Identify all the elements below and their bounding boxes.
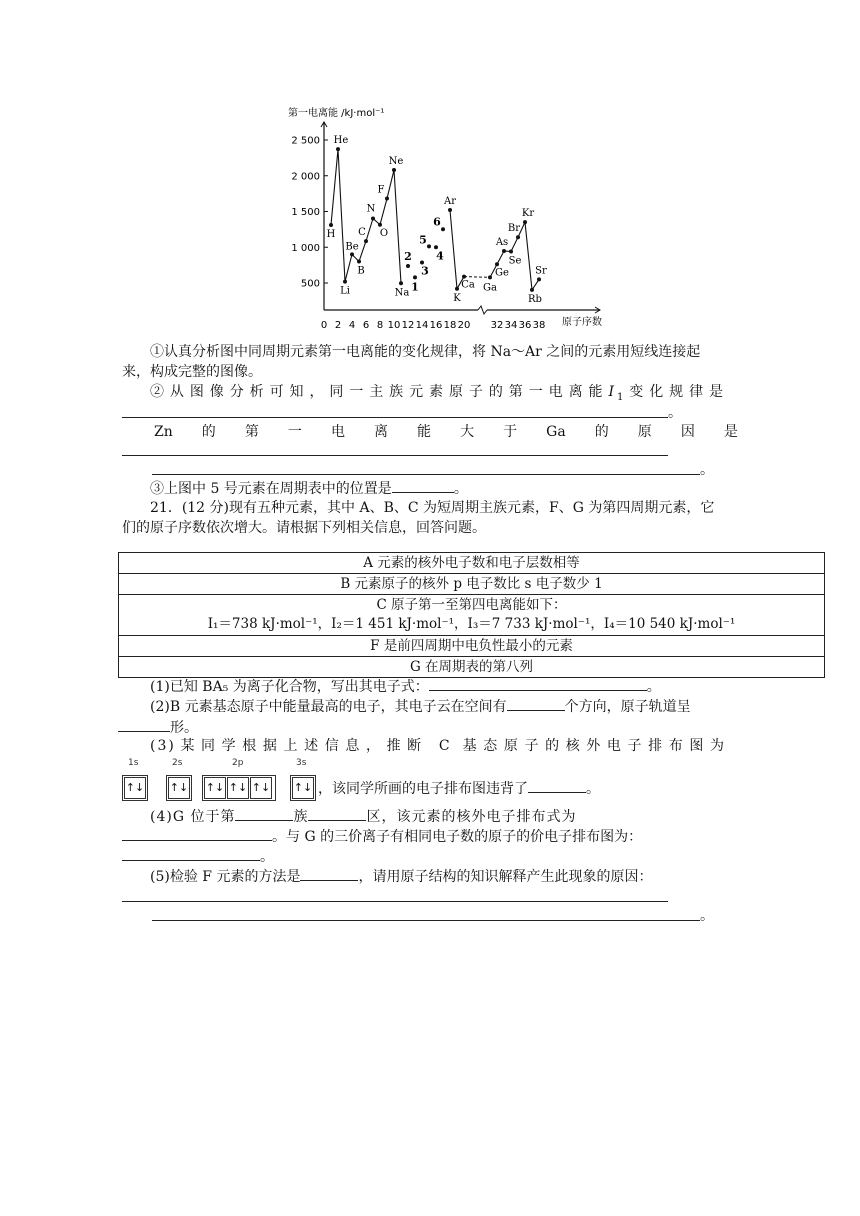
point-label: 6 (433, 215, 441, 229)
x-tick-label: 6 (362, 320, 370, 331)
x-tick-label: 2 (334, 320, 342, 331)
q21-part1-text: (1)已知 BA₅ 为离子化合物，写出其电子式： (150, 679, 429, 695)
table-row: F 是前四周期中电负性最小的元素 (119, 636, 825, 657)
data-point (502, 249, 506, 253)
point-label: Ga (483, 282, 497, 294)
y-tick-label: 2 000 (291, 171, 320, 183)
y-tick-label: 1 500 (291, 207, 320, 218)
x-tick-label: 10 (387, 320, 401, 331)
point-label: B (357, 265, 365, 277)
q21-intro-text: 21．(12 分)现有五种元素，其中 A、B、C 为短周期主族元素，F、G 为第四周期元素，它们的原子序数依次增大。请根据下列相关信息，回答问题。 (122, 500, 715, 536)
x-tick-label: 36 (518, 320, 532, 331)
data-point (509, 249, 513, 253)
q21-part4-line3 (122, 846, 726, 867)
x-axis-label: 原子序数 (562, 317, 602, 328)
data-point (523, 220, 527, 224)
data-point (378, 223, 382, 227)
x-tick-label: 12 (401, 320, 415, 331)
answer-blank[interactable] (122, 900, 668, 902)
table-cell-line: I₁＝738 kJ·mol⁻¹，I₂＝1 451 kJ·mol⁻¹，I₃＝7 733 kJ·mol⁻¹，I₄＝10 540 kJ·mol⁻¹ (207, 616, 736, 632)
data-point (371, 217, 375, 221)
data-point (343, 280, 347, 284)
word: 离 (373, 424, 388, 440)
period-mark: 。 (646, 679, 661, 695)
q21-part1 (122, 676, 726, 697)
word: 因 (680, 424, 695, 440)
data-point (350, 252, 354, 256)
orbital-label: 3s (296, 758, 307, 768)
word: 电 (330, 424, 345, 440)
q20-part3-text: ③上图中 5 号元素在周期表中的位置是 (150, 481, 392, 497)
table-row: A 元素的核外电子数和电子层数相等 (119, 553, 825, 574)
x-tick-label: 38 (532, 320, 546, 331)
point-label: Li (340, 285, 350, 297)
x-tick-label: 34 (504, 320, 518, 331)
point-label: Se (508, 255, 522, 267)
data-point (399, 281, 403, 285)
orbital-box: ↑↓ (292, 777, 314, 799)
x-tick-label: 14 (415, 320, 429, 331)
word: Zn (154, 424, 173, 440)
answer-blank[interactable] (300, 866, 358, 881)
point-label: Rb (528, 293, 542, 305)
answer-blank[interactable] (152, 473, 700, 475)
period-mark: 。 (586, 781, 600, 797)
point-label: N (366, 203, 376, 215)
q20-part3 (122, 478, 726, 499)
orbital-box: ↑↓ (124, 777, 146, 799)
answer-blank[interactable] (152, 919, 700, 921)
data-point (364, 239, 368, 243)
data-point (530, 288, 534, 292)
orbital-box: ↑↓ (227, 777, 249, 799)
orbital-label: 2s (172, 758, 183, 768)
point-label: Br (507, 223, 521, 235)
q21-part4 (122, 806, 726, 827)
word: 第 (244, 424, 259, 440)
q21-part5-text: ，请用原子结构的知识解释产生此现象的原因： (358, 869, 653, 885)
point-label: Kr (521, 208, 535, 220)
q20-zn-line (154, 422, 738, 442)
word: 一 (287, 424, 302, 440)
period-mark: 。 (700, 908, 714, 924)
point-label: K (453, 292, 461, 304)
x-tick-label: 8 (376, 320, 384, 331)
point-label: 5 (419, 233, 427, 247)
x-tick-label: 4 (348, 320, 356, 331)
data-point (462, 275, 466, 279)
point-label: 2 (404, 249, 412, 263)
data-point (329, 223, 333, 227)
q20-part2-suffix: 变化规律是 (626, 384, 727, 400)
q21-part4-text: 。与 G 的三价离子有相同电子数的原子的价电子排布图为： (272, 829, 643, 845)
point-label: 4 (436, 249, 444, 263)
x-tick-label: 32 (490, 320, 504, 331)
q21-part4-text: 族 (293, 809, 309, 825)
answer-blank[interactable] (235, 806, 293, 821)
data-point (455, 287, 459, 291)
point-label: Ge (495, 267, 509, 279)
answer-blank[interactable] (122, 846, 260, 861)
word: 的 (201, 424, 216, 440)
q21-part4-text: 区，该元素的核外电子排布式为 (366, 809, 577, 825)
table-cell-line: C 原子第一至第四电离能如下： (376, 597, 567, 613)
q20-part2 (122, 382, 726, 408)
q21-part4-text: (4)G 位于第 (150, 809, 236, 825)
x-axis-break (478, 306, 487, 314)
q21-part3-tail (318, 778, 600, 799)
point-label: Be (345, 241, 359, 253)
q20-part1-text: ①认真分析图中同周期元素第一电离能的变化规律，将 Na～Ar 之间的元素用短线连接起来，构成完整的图像。 (122, 344, 701, 380)
q21-part5-text: (5)检验 F 元素的方法是 (150, 869, 301, 885)
point-label: Ne (388, 155, 404, 167)
point-label: Na (394, 287, 410, 299)
data-point (385, 197, 389, 201)
orbital-box: ↑↓ (168, 777, 190, 799)
point-label: As (495, 237, 509, 249)
data-point (516, 235, 520, 239)
orbital-diagram (122, 756, 600, 802)
word: Ga (546, 424, 566, 440)
point-label: 3 (421, 264, 429, 278)
point-label: Ca (461, 279, 475, 291)
period-mark: 。 (668, 405, 682, 421)
word: 于 (503, 424, 518, 440)
q20-part1 (122, 342, 726, 382)
data-point (441, 227, 445, 231)
dashed-connector (464, 277, 490, 278)
orbital-box: ↑↓ (250, 777, 272, 799)
x-tick-label: 18 (443, 320, 457, 331)
data-point (413, 275, 417, 279)
orbital-label: 2p (232, 758, 244, 768)
q21-part5 (122, 866, 726, 887)
word: 原 (637, 424, 652, 440)
data-point (495, 262, 499, 266)
answer-blank[interactable] (429, 676, 647, 691)
q21-part3-text: ，该同学所画的电子排布图违背了 (318, 781, 528, 797)
orbital-box: ↑↓ (204, 777, 226, 799)
q21-part2-text: (2)B 元素基态原子中能量最高的电子，其电子云在空间有 (150, 699, 507, 715)
point-label: C (358, 227, 366, 239)
table-row (119, 595, 825, 636)
answer-blank[interactable] (118, 717, 170, 732)
data-point (537, 277, 541, 281)
series-line (331, 149, 401, 283)
y-tick-label: 500 (300, 278, 320, 290)
point-label: F (377, 184, 385, 196)
answer-blank[interactable] (392, 478, 454, 493)
y-tick-label: 1 000 (291, 242, 320, 254)
data-point (427, 244, 431, 248)
q21-part4-line2 (122, 826, 726, 847)
point-label: He (333, 135, 349, 147)
data-point (406, 264, 410, 268)
point-label: Ar (443, 195, 457, 207)
q21-part2 (122, 696, 726, 738)
answer-blank[interactable] (308, 806, 366, 821)
q20-part2-prefix: ②从图像分析可知，同一主族元素原子的第一电离能 (150, 384, 609, 400)
x-tick-label: 20 (457, 320, 471, 331)
answer-blank[interactable] (528, 778, 586, 793)
x-tick-label: 0 (320, 320, 328, 331)
point-label: 1 (411, 280, 419, 294)
point-label: H (326, 228, 336, 240)
point-label: Sr (535, 265, 547, 277)
period-mark: 。 (260, 849, 274, 865)
table-row: B 元素原子的核外 p 电子数比 s 电子数少 1 (119, 574, 825, 595)
word: 能 (417, 424, 432, 440)
orbital-label: 1s (128, 758, 139, 768)
series-line (450, 210, 464, 289)
table-row: G 在周期表的第八列 (119, 657, 825, 678)
word: 的 (594, 424, 609, 440)
x-tick-label: 16 (429, 320, 443, 331)
point-label: O (379, 227, 389, 239)
q21-part2-text: 形。 (170, 720, 198, 736)
answer-blank[interactable] (122, 416, 668, 418)
info-table (118, 552, 825, 678)
answer-blank[interactable] (122, 454, 668, 456)
q21-part3-text: (3)某同学根据上述信息，推断 C 基态原子的核外电子排布图为 (150, 738, 726, 754)
ionization-energy-chart (280, 100, 610, 336)
period-mark: 。 (700, 462, 714, 478)
q21-part2-text: 个方向，原子轨道呈 (564, 699, 691, 715)
q21-part3 (122, 736, 726, 756)
data-point (448, 208, 452, 212)
data-point (357, 259, 361, 263)
answer-blank[interactable] (507, 696, 565, 711)
y-tick-label: 2 500 (291, 135, 320, 147)
period-mark: 。 (453, 481, 468, 497)
q21-intro (122, 498, 726, 538)
q20-var-i: I (608, 384, 617, 400)
y-axis-label: 第一电离能 /kJ·mol⁻¹ (288, 108, 385, 119)
data-point (392, 168, 396, 172)
word: 是 (723, 424, 738, 440)
data-point (336, 147, 340, 151)
answer-blank[interactable] (122, 826, 272, 841)
q20-var-sub: 1 (616, 391, 627, 403)
data-point (488, 275, 492, 279)
word: 大 (460, 424, 475, 440)
